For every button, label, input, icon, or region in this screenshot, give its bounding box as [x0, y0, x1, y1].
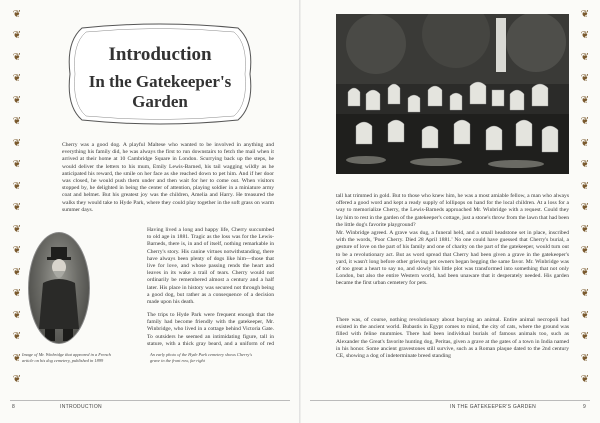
chapter-title: Introduction [108, 44, 212, 65]
ornament-animal-icon: ❦ [12, 51, 22, 63]
ornament-animal-icon: ❦ [580, 51, 590, 63]
ornament-animal-icon: ❦ [580, 202, 590, 214]
ornament-animal-icon: ❦ [12, 266, 22, 278]
left-paragraph-1: Cherry was a good dog. A playful Maltese who wanted to be involved in anything and everything his family did, he was always the first to run downstairs to fetch the mail when it arrived at their home at 10 Cambridge Square in London. Scurrying back up the steps, he would deliver the letters to his mum, Emily Lewis-Barned, his tail wagging wildly as he anticipated his reward, the smile on her face as she reached down to pet him. And if her door was closed, he would push them under and then wait for her to come out. When visitors stopped by, he delighted in being the center of attention, playing soldier in a miniature army coat and helmet. But his greatest joy was the children, Amelia and Harry. He treasured the walks they would take to Hyde Park, where they could play together in the soft grass on warm summer days. [62, 142, 274, 213]
ornament-animal-icon: ❦ [580, 73, 590, 85]
ornament-animal-icon: ❦ [580, 309, 590, 321]
caption-winbridge: Image of Mr. Winbridge that appeared in a French article on his dog cemetery, published in 1899 [22, 352, 111, 363]
ornament-animal-icon: ❦ [580, 223, 590, 235]
ornament-animal-icon: ❦ [12, 73, 22, 85]
ornament-animal-icon: ❦ [580, 9, 590, 20]
ornament-animal-icon: ❦ [12, 288, 22, 300]
right-running-head: IN THE GATEKEEPER'S GARDEN [450, 404, 537, 410]
ornament-animal-icon: ❦ [12, 223, 22, 235]
portrait-figure [29, 233, 89, 343]
right-paragraph-3: There was, of course, nothing revolutionary about burying an animal. Entire animal necropoli had existed in the ancient world. Bubastis in Egypt comes to mind, the city of cats, where the ground was filled with feline mummies. There had been individual burials of famous animals too, such as Alexander the Great's favorite hunting dog, Peritas, given a grave at the gates of a town in India named in his honor. Some ancient gravestones still survive, such as a Roman plaque dated to the 2nd century CE, showing a dog of indeterminate breed standing [336, 317, 569, 360]
ornament-animal-icon: ❦ [580, 159, 590, 171]
ornament-animal-icon: ❦ [580, 116, 590, 128]
ornament-animal-icon: ❦ [580, 180, 590, 192]
caption-cemetery-photo: An early photo of the Hyde Park cemetery shows Cherry's grave in the front row, far right [150, 352, 253, 363]
ornament-animal-icon: ❦ [12, 373, 22, 385]
ornament-animal-icon: ❦ [12, 137, 22, 149]
ornament-animal-icon: ❦ [580, 288, 590, 300]
ornament-animal-icon: ❦ [580, 30, 590, 42]
right-paragraph-2: Mr. Winbridge agreed. A grave was dug, a funeral held, and a small headstone set in place, inscribed with the words, 'Poor Cherry. Died 28 April 1881.' No one could have guessed that Cherry's burial, a gesture of love on the part of his family and one of charity on the part of the gatekeeper, would turn out to be a revolutionary act. But as word spread that Cherry had been given a grave in the gatekeeper's yard, it wasn't long before other grieving pet owners began begging the same favor. Mr. Winbridge was of too great a heart to say no, and slowly his little plot was transformed into something that not only London, but also the entire Western world, had been unaware that it desperately needed. His garden became the first urban cemetery for pets. [336, 230, 569, 287]
ornament-animal-icon: ❦ [12, 309, 22, 321]
cemetery-scene [336, 14, 569, 174]
ornament-animal-icon: ❦ [580, 331, 590, 343]
ornament-animal-icon: ❦ [12, 94, 22, 106]
pet-cemetery-photo [336, 14, 569, 174]
left-page-number: 8 [12, 404, 16, 410]
right-ornament-border [578, 10, 592, 385]
ornament-animal-icon: ❦ [12, 159, 22, 171]
left-ornament-border [10, 10, 24, 385]
ornament-animal-icon: ❦ [580, 94, 590, 106]
right-paragraph-1: tall hat trimmed in gold. But to those who knew him, he was a most amiable fellow, a man who always offered a good word and kept a ready supply of lollipops on hand for the local children. At a loss for a way to memorialize Cherry, the Lewis-Barneds approached Mr. Winbridge with a request. Could they lay him to rest in the garden of the gatekeeper's cottage, just a stone's throw from the lawn that had been the little dog's favorite playground? [336, 193, 569, 228]
page-gutter [299, 0, 301, 423]
right-footer-rule [310, 400, 590, 401]
ornament-animal-icon: ❦ [12, 9, 22, 20]
ornament-animal-icon: ❦ [12, 30, 22, 42]
chapter-subtitle: In the Gatekeeper's Garden [88, 72, 232, 111]
left-paragraph-2: Having lived a long and happy life, Cherry succumbed to old age in 1881. Tragic as the loss was for the Lewis-Barneds, there is, in and of itself, nothing remarkable in Cherry's story. His canine virtues notwithstanding, there have always been plenty of dogs like him—those that live for love, and whose passing rends the heart and leaves in its wake a trail of tears. Cherry would not ordinarily be remembered almost a century and a half later. His place in history was secured not through being a good dog, but rather as a consequence of a decision made upon his death. [147, 227, 274, 306]
ornament-animal-icon: ❦ [12, 180, 22, 192]
left-paragraph-3: The trips to Hyde Park were frequent enough that the family had become friendly with the gatekeeper, Mr. Winbridge, who lived in a cottage behind Victoria Gate. To outsiders he seemed an intimidating figure, tall in stature, with a thick gray beard, and a uniform of red [147, 312, 274, 347]
ornament-animal-icon: ❦ [580, 352, 590, 364]
ornament-animal-icon: ❦ [580, 245, 590, 257]
right-page-number: 9 [583, 404, 587, 410]
left-footer-rule [10, 400, 290, 401]
ornament-animal-icon: ❦ [12, 352, 22, 364]
ornament-animal-icon: ❦ [12, 331, 22, 343]
ornament-animal-icon: ❦ [12, 202, 22, 214]
ornament-animal-icon: ❦ [580, 137, 590, 149]
ornament-animal-icon: ❦ [12, 245, 22, 257]
ornament-animal-icon: ❦ [580, 373, 590, 385]
ornament-animal-icon: ❦ [12, 116, 22, 128]
left-running-head: INTRODUCTION [60, 404, 102, 410]
ornament-animal-icon: ❦ [580, 266, 590, 278]
winbridge-portrait-photo [28, 232, 90, 344]
